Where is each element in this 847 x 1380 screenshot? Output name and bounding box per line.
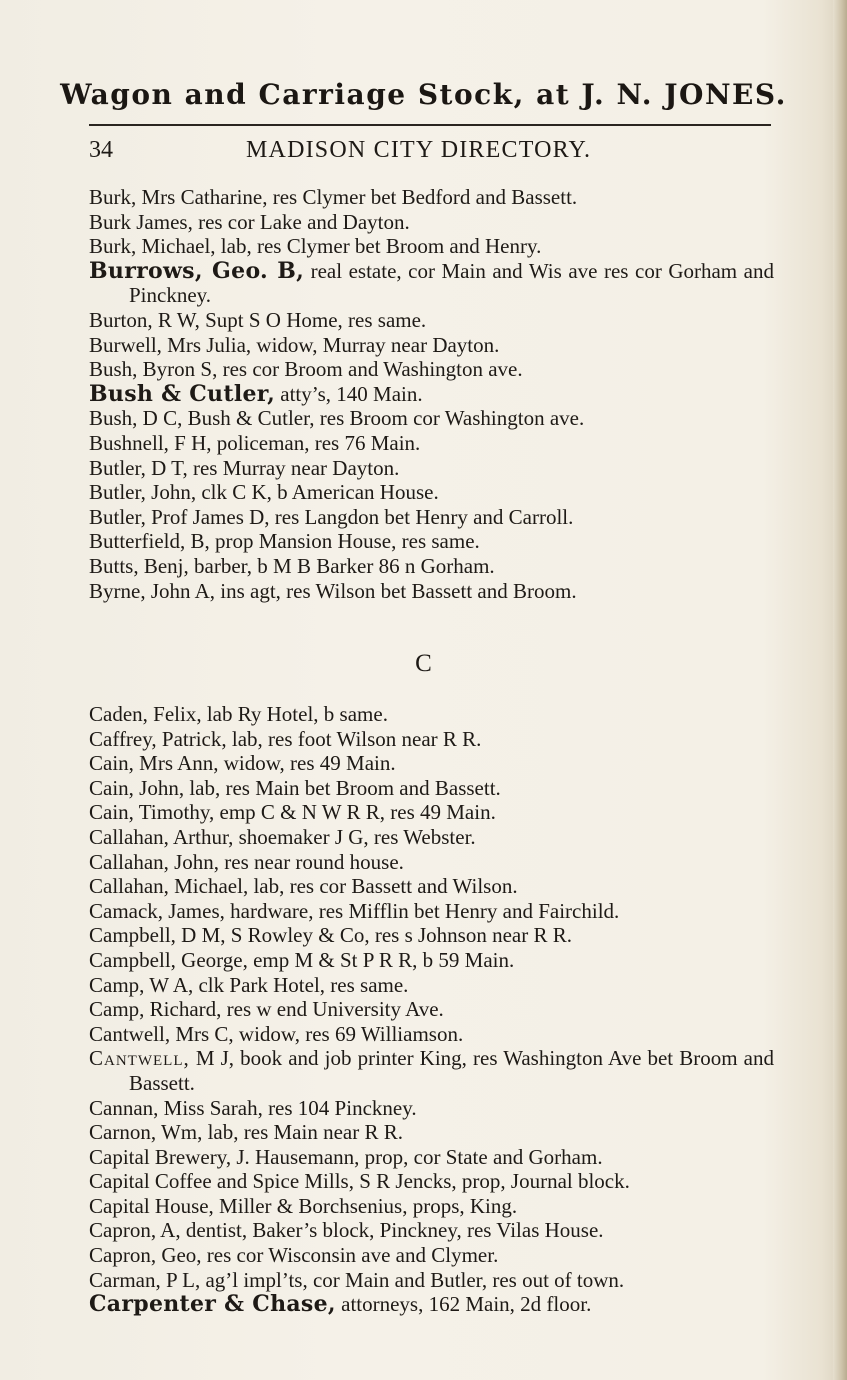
directory-entry <box>89 874 774 899</box>
directory-entry <box>89 1243 774 1268</box>
directory-entry <box>89 259 774 308</box>
entry-text: Caffrey, Patrick, lab, res foot Wilson near R R. <box>89 726 482 751</box>
directory-entry <box>89 948 774 973</box>
entry-text: Burk, Mrs Catharine, res Clymer bet Bedford and Bassett. <box>89 185 578 209</box>
entry-text: Callahan, John, res near round house. <box>89 849 404 874</box>
directory-entry <box>89 800 774 825</box>
entries-c-list <box>89 702 774 1317</box>
entry-text: Capron, A, dentist, Baker’s block, Pinckney, res Vilas House. <box>89 1218 604 1243</box>
directory-entry <box>89 1169 774 1194</box>
page-edge-shadow <box>833 0 847 1380</box>
directory-entry <box>89 554 774 579</box>
directory-entry <box>89 210 774 235</box>
entry-text: Capital Coffee and Spice Mills, S R Jencks, prop, Journal block. <box>89 1169 630 1194</box>
directory-entry <box>89 850 774 875</box>
entry-text: Burk, Michael, lab, res Clymer bet Broom and Henry. <box>89 234 542 259</box>
directory-entry <box>89 973 774 998</box>
entry-text: Butler, Prof James D, res Langdon bet Henry and Carroll. <box>89 504 574 529</box>
entry-text: Carnon, Wm, lab, res Main near R R. <box>89 1120 403 1145</box>
directory-entry <box>89 727 774 752</box>
entry-smallcaps-name: Cantwell, <box>89 1046 190 1071</box>
entry-text: Capital House, Miller & Borchsenius, props, King. <box>89 1193 518 1218</box>
entry-bold-name: Bush & Cutler, <box>89 380 276 407</box>
entry-text: atty’s, 140 Main. <box>275 381 423 406</box>
directory-entry <box>89 899 774 924</box>
directory-entry <box>89 1046 774 1095</box>
entry-text: Bushnell, F H, policeman, res 76 Main. <box>89 430 421 455</box>
entry-bold-name: Carpenter & Chase, <box>89 1291 336 1318</box>
directory-entry <box>89 308 774 333</box>
entry-text: Camp, Richard, res w end University Ave. <box>89 997 444 1022</box>
directory-entry <box>89 1268 774 1293</box>
entry-text: Callahan, Michael, lab, res cor Bassett and Wilson. <box>89 874 518 899</box>
entry-text: Callahan, Arthur, shoemaker J G, res Webster. <box>89 824 476 849</box>
entry-text: Burwell, Mrs Julia, widow, Murray near Dayton. <box>89 332 500 357</box>
directory-entry <box>89 997 774 1022</box>
entry-text: Burton, R W, Supt S O Home, res same. <box>89 307 427 332</box>
page-number: 34 <box>89 137 113 163</box>
entry-text: Campbell, D M, S Rowley & Co, res s Johnson near R R. <box>89 923 572 948</box>
section-letter-heading: C <box>415 650 432 677</box>
entry-text: Bush, D C, Bush & Cutler, res Broom cor Washington ave. <box>89 406 585 431</box>
entry-text: Cain, John, lab, res Main bet Broom and Bassett. <box>89 775 501 800</box>
directory-entry <box>89 1292 774 1317</box>
entry-text: attorneys, 162 Main, 2d floor. <box>335 1292 592 1317</box>
entry-text: real estate, cor Main and Wis ave res cor Gorham and Pinckney. <box>129 258 774 308</box>
entry-text: Byrne, John A, ins agt, res Wilson bet Bassett and Broom. <box>89 578 577 603</box>
entry-text: Carman, P L, ag’l impl’ts, cor Main and Butler, res out of town. <box>89 1267 625 1292</box>
running-title: MADISON CITY DIRECTORY. <box>246 137 592 163</box>
directory-entry <box>89 825 774 850</box>
entry-text: Capron, Geo, res cor Wisconsin ave and Clymer. <box>89 1243 499 1268</box>
directory-entry <box>89 234 774 259</box>
directory-entry <box>89 505 774 530</box>
directory-entry <box>89 333 774 358</box>
directory-entry <box>89 776 774 801</box>
entry-bold-name: Burrows, Geo. B, <box>89 257 305 284</box>
directory-entry <box>89 1218 774 1243</box>
directory-entry <box>89 1120 774 1145</box>
directory-entry <box>89 357 774 382</box>
directory-entry <box>89 1022 774 1047</box>
entry-text: Butler, D T, res Murray near Dayton. <box>89 455 400 480</box>
entry-text: Capital Brewery, J. Hausemann, prop, cor State and Gorham. <box>89 1144 603 1169</box>
directory-entry <box>89 1096 774 1121</box>
entry-text: Burk James, res cor Lake and Dayton. <box>89 209 410 234</box>
directory-entry <box>89 751 774 776</box>
directory-entry <box>89 185 774 210</box>
header-rule <box>89 124 771 126</box>
entry-text: Camp, W A, clk Park Hotel, res same. <box>89 972 409 997</box>
entry-text: Cannan, Miss Sarah, res 104 Pinckney. <box>89 1095 417 1120</box>
directory-entry <box>89 406 774 431</box>
directory-entry <box>89 480 774 505</box>
directory-entry <box>89 456 774 481</box>
entry-text: Butterfield, B, prop Mansion House, res same. <box>89 529 480 554</box>
entry-text: Cantwell, Mrs C, widow, res 69 Williamson. <box>89 1021 464 1046</box>
entry-text: M J, book and job printer King, res Washington Ave bet Broom and Bassett. <box>129 1046 774 1095</box>
entry-text: Butts, Benj, barber, b M B Barker 86 n Gorham. <box>89 553 495 578</box>
directory-entry <box>89 702 774 727</box>
entry-text: Cain, Timothy, emp C & N W R R, res 49 Main. <box>89 800 496 825</box>
directory-entry <box>89 1194 774 1219</box>
entry-text: Caden, Felix, lab Ry Hotel, b same. <box>89 702 388 726</box>
entry-text: Butler, John, clk C K, b American House. <box>89 480 439 505</box>
entry-text: Campbell, George, emp M & St P R R, b 59 Main. <box>89 947 515 972</box>
page-header-advert: Wagon and Carriage Stock, at J. N. JONES. <box>60 78 787 111</box>
entry-text: Bush, Byron S, res cor Broom and Washington ave. <box>89 357 523 382</box>
entry-text: Camack, James, hardware, res Mifflin bet Henry and Fairchild. <box>89 898 620 923</box>
directory-entry <box>89 382 774 407</box>
entry-text: Cain, Mrs Ann, widow, res 49 Main. <box>89 751 396 776</box>
directory-entry <box>89 431 774 456</box>
directory-entry <box>89 923 774 948</box>
directory-entry <box>89 529 774 554</box>
entries-b-list <box>89 185 774 603</box>
directory-entry <box>89 579 774 604</box>
directory-entry <box>89 1145 774 1170</box>
